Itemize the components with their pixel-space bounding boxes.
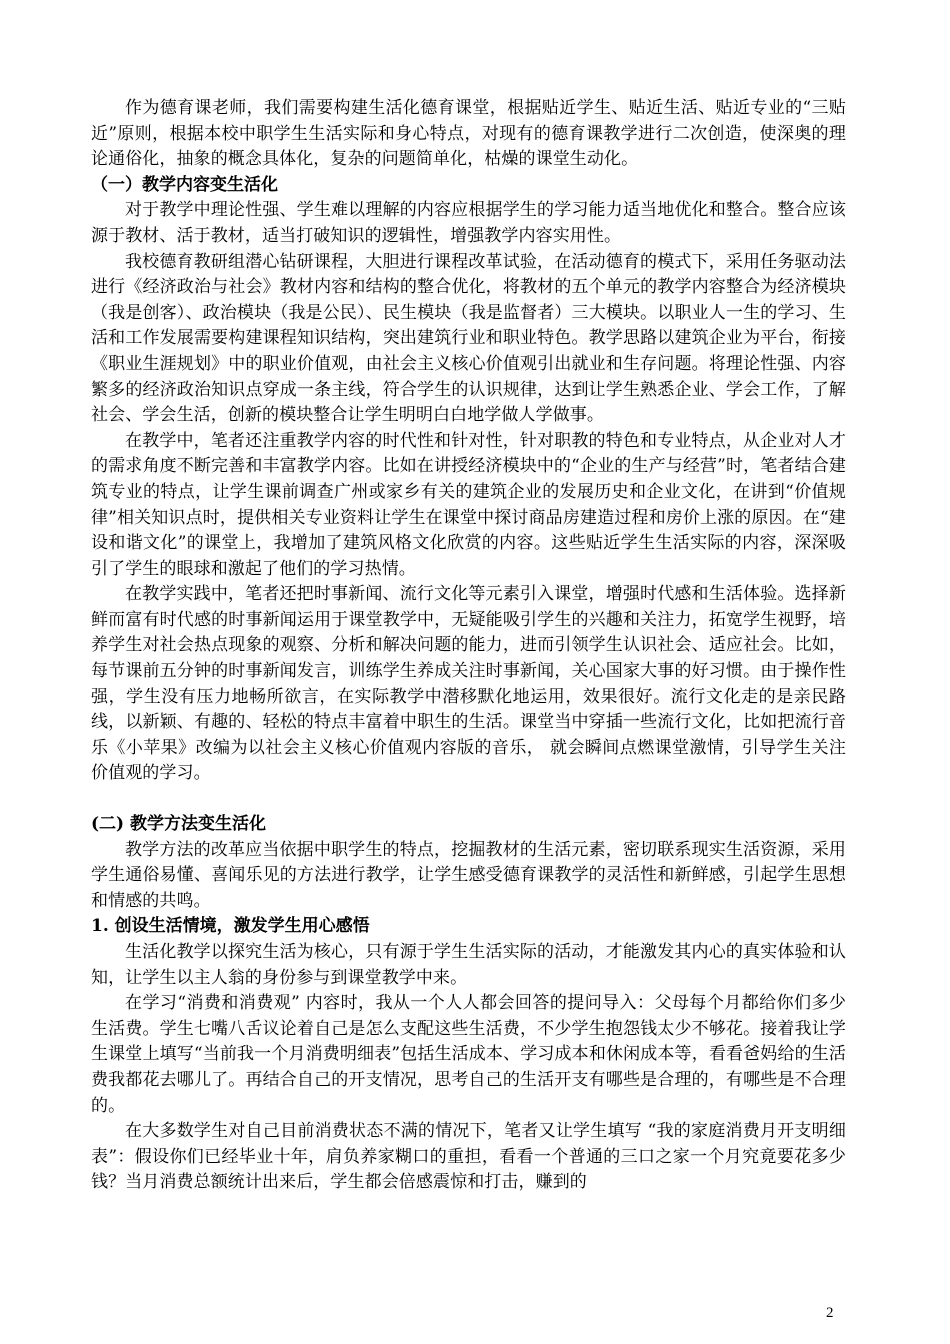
paragraph-content-integration: 对于教学中理论性强、学生难以理解的内容应根据学生的学习能力适当地优化和整合。整合应该源于教材、活于教材，适当打破知识的逻辑性，增强教学内容实用性。 bbox=[91, 200, 846, 246]
paragraph-consumption-lesson: 在学习“消费和消费观” 内容时，我从一个人人都会回答的提问导入：父母每个月都给你们多少生活费。学生七嘴八舌议论着自己是怎么支配这些生活费，不少学生抱怨钱太少不够花。接着我让学生课堂上填写“当前我一个月消费明细表”包括生活成本、学习成本和休闲成本等，看看爸妈给的生活费我都花去哪儿了。再结合自己的开支情况，思考自己的生活开支有哪些是合理的，有哪些是不合理的。 bbox=[91, 993, 846, 1116]
subsection-heading-1: 1. 创设生活情境，激发学生用心感悟 bbox=[91, 916, 370, 937]
paragraph-gap bbox=[91, 787, 846, 812]
document-body bbox=[91, 96, 846, 1196]
section-heading-1: （一）教学内容变生活化 bbox=[91, 174, 278, 195]
paragraph-current-news: 在教学实践中，笔者还把时事新闻、流行文化等元素引入课堂，增强时代感和生活体验。选择新鲜而富有时代感的时事新闻运用于课堂教学中，无疑能吸引学生的兴趣和关注力，拓宽学生视野，培养学生对社会热点现象的观察、分析和解决问题的能力，进而引领学生认识社会、适应社会。比如，每节课前五分钟的时事新闻发言，训练学生养成关注时事新闻，关心国家大事的好习惯。由于操作性强，学生没有压力地畅所欲言，在实际教学中潜移默化地运用，效果很好。流行文化走的是亲民路线，以新颖、有趣的、轻松的特点丰富着中职生的生活。课堂当中穿插一些流行文化，比如把流行音乐《小苹果》改编为以社会主义核心价值观内容版的音乐， 就会瞬间点燃课堂激情，引导学生关注价值观的学习。 bbox=[91, 584, 846, 784]
paragraph-life-situation: 生活化教学以探究生活为核心，只有源于学生生活实际的活动，才能激发其内心的真实体验和认知，让学生以主人翁的身份参与到课堂教学中来。 bbox=[91, 942, 846, 988]
paragraph-teaching-methods: 教学方法的改革应当依据中职学生的特点，挖掘教材的生活元素，密切联系现实生活资源，采用学生通俗易懂、喜闻乐见的方法进行教学，让学生感受德育课教学的灵活性和新鲜感，引起学生思想和情感的共鸣。 bbox=[91, 839, 846, 911]
paragraph-family-budget: 在大多数学生对自己目前消费状态不满的情况下，笔者又让学生填写 “我的家庭消费月开支明细表”：假设你们已经毕业十年，肩负养家糊口的重担，看看一个普通的三口之家一个月究竟要花多少钱？当月消费总额统计出来后，学生都会倍感震惊和打击，赚到的 bbox=[91, 1121, 846, 1193]
section-heading-2: (二) 教学方法变生活化 bbox=[91, 814, 267, 835]
paragraph-timeliness: 在教学中，笔者还注重教学内容的时代性和针对性，针对职教的特色和专业特点，从企业对人才的需求角度不断完善和丰富教学内容。比如在讲授经济模块中的“企业的生产与经营”时，笔者结合建筑专业的特点，让学生课前调查广州或家乡有关的建筑企业的发展历史和企业文化，在讲到“价值规律”相关知识点时，提供相关专业资料让学生在课堂中探讨商品房建造过程和房价上涨的原因。在“建设和谐文化”的课堂上，我增加了建筑风格文化欣赏的内容。这些贴近学生生活实际的内容，深深吸引了学生的眼球和激起了他们的学习热情。 bbox=[91, 430, 846, 579]
paragraph-curriculum-reform: 我校德育教研组潜心钻研课程，大胆进行课程改革试验，在活动德育的模式下，采用任务驱动法进行《经济政治与社会》教材内容和结构的整合优化，将教材的五个单元的教学内容整合为经济模块（我是创客）、政治模块（我是公民）、民生模块（我是监督者）三大模块。以职业人一生的学习、生活和工作发展需要构建课程知识结构，突出建筑行业和职业特色。教学思路以建筑企业为平台，衔接《职业生涯规划》中的职业价值观，由社会主义核心价值观引出就业和生存问题。将理论性强、内容繁多的经济政治知识点穿成一条主线，符合学生的认识规律，达到让学生熟悉企业、学会工作，了解社会、学会生活，创新的模块整合让学生明明白白地学做人学做事。 bbox=[91, 251, 846, 426]
page-number: 2 bbox=[826, 1305, 834, 1321]
paragraph-intro: 作为德育课老师，我们需要构建生活化德育课堂，根据贴近学生、贴近生活、贴近专业的“三贴近”原则，根据本校中职学生生活实际和身心特点，对现有的德育课教学进行二次创造，使深奥的理论通俗化，抽象的概念具体化，复杂的问题简单化，枯燥的课堂生动化。 bbox=[91, 98, 846, 170]
